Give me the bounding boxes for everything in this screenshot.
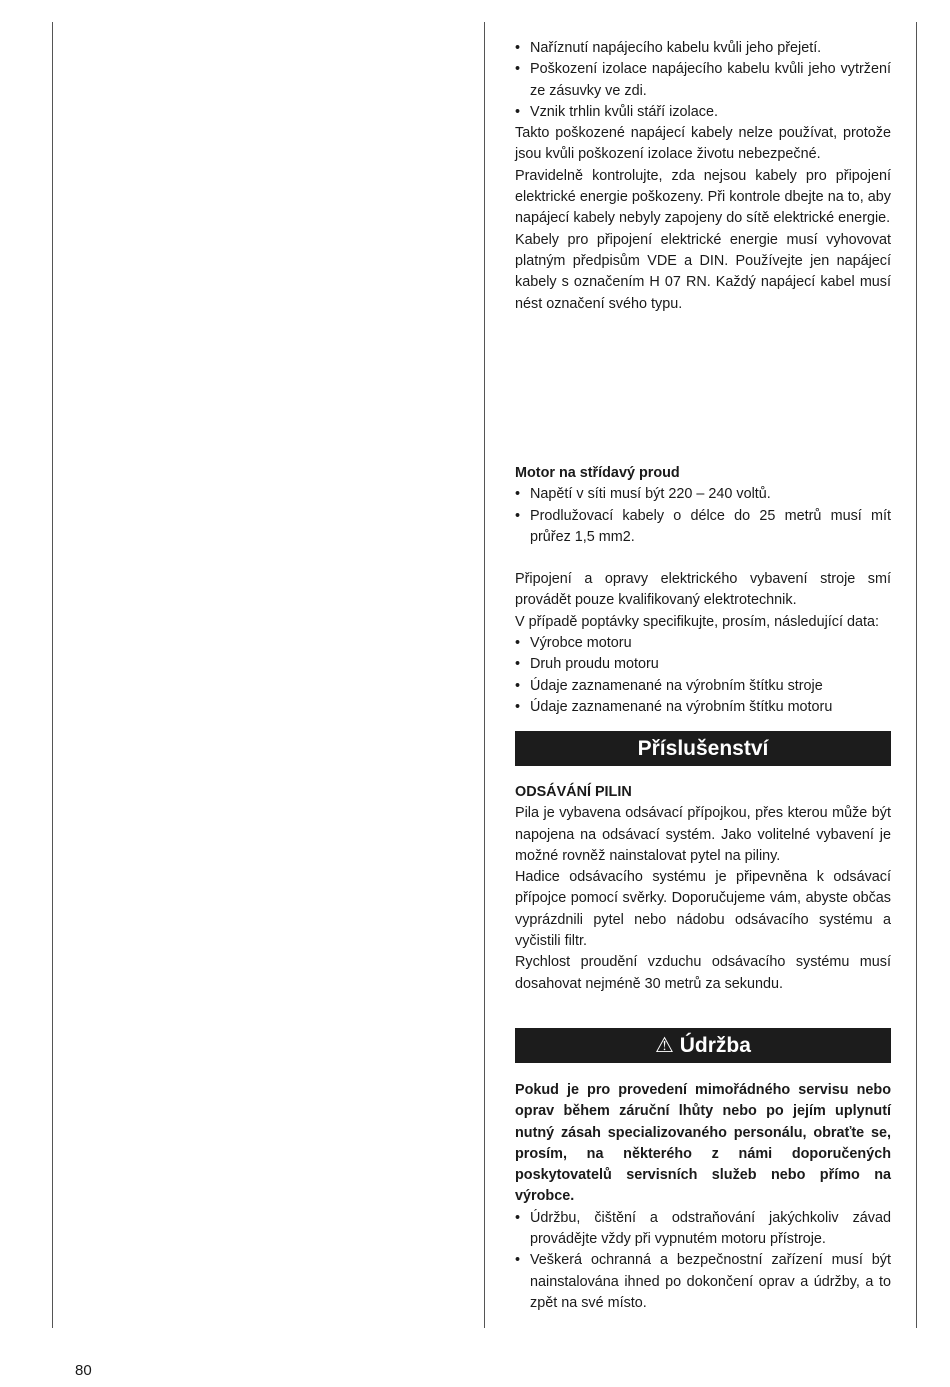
list-item: • Vznik trhlin kvůli stáří izolace. (515, 102, 891, 123)
maintenance-banner-wrap (515, 1028, 891, 1063)
left-column-rule (52, 22, 53, 1328)
bullet: • (515, 103, 521, 120)
bullet: • (515, 698, 521, 715)
list-item: • Poškození izolace napájecího kabelu kvůli jeho vytržení ze zásuvky ve zdi. (515, 61, 891, 99)
paragraph: Kabely pro připojení elektrické energie musí vyhovovat platným předpisům VDE a DIN. Používejte jen napájecí kabely s označením H 07 RN. Každý napájecí kabel musí nést označení svého typu. (515, 231, 891, 312)
page-number: 80 (75, 1362, 92, 1379)
maintenance-banner (515, 1028, 891, 1063)
bullet: • (515, 677, 521, 694)
list-item: • Údržbu, čištění a odstraňování jakýchkoliv závad provádějte vždy při vypnutém motoru přístroje. (515, 1209, 891, 1248)
section-heading: ODSÁVÁNÍ PILIN (515, 784, 632, 800)
list-item: • Naříznutí napájecího kabelu kvůli jeho přejetí. (515, 38, 891, 59)
list-item: • Údaje zaznamenané na výrobním štítku motoru (515, 697, 891, 718)
warning-icon: ⚠ (655, 1034, 674, 1057)
bullet: • (515, 507, 521, 524)
paragraph: Hadice odsávacího systému je připevněna k odsávací přípojce pomocí svěrky. Doporučujeme vám, abyste občas vyprázdnili pytel nebo nádobu odsávacího systému a vyčistili filtr. (515, 869, 891, 950)
paragraph: Pravidelně kontrolujte, zda nejsou kabely pro připojení elektrické energie poškozeny. Při kontrole dbejte na to, aby napájecí kabely nebyly zapojeny do sítě elektrické energie. (515, 167, 891, 227)
list-item: • Prodlužovací kabely o délce do 25 metrů musí mít průřez 1,5 mm2. (515, 507, 891, 545)
paragraph: Připojení a opravy elektrického vybavení stroje smí provádět pouze kvalifikovaný elektrotechnik. (515, 571, 891, 609)
right-column-rule (916, 22, 917, 1328)
bullet: • (515, 635, 521, 652)
paragraph: Takto poškozené napájecí kabely nelze používat, protože jsou kvůli poškození izolace životu nebezpečné. (515, 125, 891, 163)
bullet: • (515, 486, 521, 503)
bullet: • (515, 40, 521, 56)
paragraph: Pila je vybavena odsávací přípojkou, přes kterou může být napojena na odsávací systém. Jako volitelné vybavení je možné rovněž nainstalovat pytel na piliny. (515, 805, 891, 864)
accessories-banner-wrap (515, 731, 891, 766)
bullet: • (515, 1209, 521, 1226)
center-column-rule (484, 22, 485, 1328)
accessories-section (515, 782, 891, 995)
list-item: • Druh proudu motoru (515, 654, 891, 675)
list-item: • Napětí v síti musí být 220 – 240 voltů. (515, 484, 891, 505)
list-item: • Údaje zaznamenané na výrobním štítku stroje (515, 676, 891, 697)
paragraph: V případě poptávky specifikujte, prosím, následující data: (515, 613, 879, 630)
list-item: • Výrobce motoru (515, 633, 891, 654)
spacer (515, 548, 891, 569)
bullet: • (515, 61, 521, 78)
list-item: • Veškerá ochranná a bezpečnostní zařízení musí být nainstalována ihned po dokončení oprav a údržby, a to zpět na své místo. (515, 1252, 891, 1311)
accessories-banner: Příslušenství (515, 731, 891, 766)
maintenance-section (515, 1080, 891, 1314)
bold-intro: Pokud je pro provedení mimořádného servisu nebo oprav během záruční lhůty nebo po jejím uplynutí nutný zásah specializovaného personálu, obraťte se, prosím, na některého z námi doporučených poskytovatelů servisních služeb nebo přímo na výrobce. (515, 1082, 891, 1205)
section-heading: Motor na střídavý proud (515, 465, 680, 481)
bullet: • (515, 1252, 521, 1269)
bullet: • (515, 656, 521, 673)
cable-section (515, 38, 891, 315)
maintenance-banner-title: Údržba (679, 1034, 751, 1057)
motor-section (515, 463, 891, 718)
paragraph: Rychlost proudění vzduchu odsávacího systému musí dosahovat nejméně 30 metrů za sekundu. (515, 954, 891, 992)
